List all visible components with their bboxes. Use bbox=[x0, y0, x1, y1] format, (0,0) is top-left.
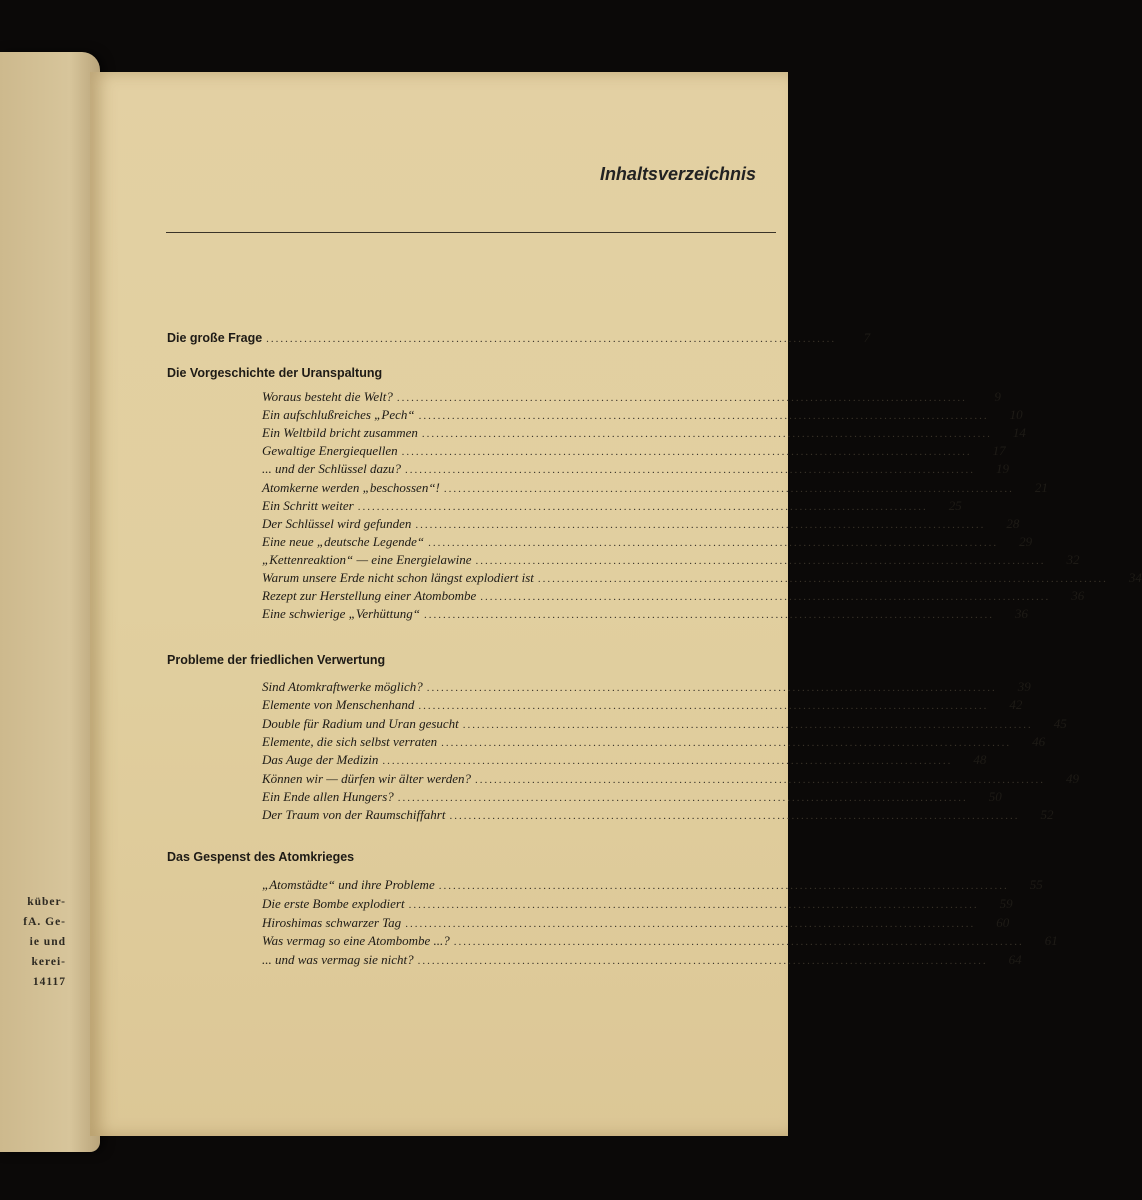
title-rule bbox=[166, 232, 776, 233]
toc-entry-page: 14 bbox=[1012, 425, 1026, 441]
leader-dots: ........................................................................................................................ bbox=[405, 917, 976, 930]
toc-entry-page: 42 bbox=[1009, 697, 1023, 713]
toc-entry-page: 45 bbox=[1053, 715, 1067, 731]
leader-dots: ........................................................................................................................ bbox=[417, 955, 988, 968]
leader-dots: ........................................................................................................................ bbox=[438, 880, 1009, 892]
toc-entry bbox=[262, 788, 1002, 805]
leader-dots: ........................................................................................................................ bbox=[441, 736, 1012, 749]
toc-entry-label: Die große Frage bbox=[167, 331, 263, 345]
toc-entry-label: „Kettenreaktion“ — eine Energielawine bbox=[262, 551, 472, 567]
left-page-edge-text bbox=[6, 892, 66, 992]
toc-entry bbox=[262, 533, 1033, 550]
toc-entry-page: 19 bbox=[996, 461, 1010, 477]
toc-entry-label: Eine schwierige „Verhüttung“ bbox=[262, 606, 420, 622]
toc-entry bbox=[262, 697, 1023, 713]
leader-dots: ........................................................................................................................ bbox=[475, 554, 1046, 567]
toc-entry-page: 60 bbox=[996, 914, 1010, 930]
toc-entry-label: Was vermag so eine Atombombe ...? bbox=[262, 933, 450, 949]
toc-entry-label: Hiroshimas schwarzer Tag bbox=[262, 914, 402, 930]
leader-dots: ........................................................................................................................ bbox=[397, 791, 968, 804]
toc-entry-label: Eine neue „deutsche Legende“ bbox=[262, 533, 425, 549]
edge-line: küber- bbox=[27, 896, 66, 908]
leader-dots: ........................................................................................................................ bbox=[480, 591, 1051, 604]
toc-entry-label: Das Auge der Medizin bbox=[262, 752, 379, 768]
left-page bbox=[0, 52, 100, 1152]
toc-entry-page: 32 bbox=[1066, 551, 1080, 567]
toc-entry-page: 46 bbox=[1032, 733, 1046, 749]
toc-entry bbox=[262, 807, 1054, 823]
toc-entry-page: 48 bbox=[973, 752, 987, 768]
leader-dots: ........................................................................................................................ bbox=[266, 333, 837, 345]
toc-entry bbox=[262, 679, 1031, 695]
toc-entry-page: 21 bbox=[1034, 479, 1048, 495]
toc-entry-page: 50 bbox=[988, 788, 1002, 804]
leader-dots: ........................................................................................................................ bbox=[408, 898, 979, 911]
leader-dots: ........................................................................................................................ bbox=[421, 428, 992, 441]
leader-dots: ........................................................................................................................ bbox=[428, 536, 999, 549]
toc-entry bbox=[262, 551, 1080, 568]
toc-entry-page: 29 bbox=[1019, 533, 1033, 549]
toc-entry-label: Die erste Bombe explodiert bbox=[262, 895, 405, 911]
leader-dots: ........................................................................................................................ bbox=[474, 773, 1045, 786]
toc-entry bbox=[262, 914, 1010, 931]
toc-entry-label: Ein Weltbild bricht zusammen bbox=[262, 425, 418, 441]
edge-line: 14117 bbox=[32, 976, 66, 988]
toc-entry-page: 34 bbox=[1128, 570, 1142, 585]
leader-dots: ........................................................................................................................ bbox=[443, 482, 1014, 495]
toc-entry bbox=[262, 407, 1023, 423]
toc-entry bbox=[262, 952, 1022, 968]
leader-dots: ........................................................................................................................ bbox=[382, 755, 953, 768]
toc-entry bbox=[262, 461, 1010, 477]
toc-entry bbox=[262, 715, 1067, 732]
leader-dots: ........................................................................................................................ bbox=[426, 682, 997, 694]
leader-dots: ........................................................................................................................ bbox=[453, 936, 1024, 949]
toc-entry-page: 28 bbox=[1006, 515, 1020, 531]
toc-entry-page: 61 bbox=[1044, 933, 1058, 949]
toc-entry bbox=[262, 733, 1046, 750]
toc-entry bbox=[262, 389, 1001, 405]
toc-entry-page: 9 bbox=[994, 389, 1001, 404]
toc-entry bbox=[262, 425, 1026, 441]
toc-entry-page: 59 bbox=[999, 895, 1013, 911]
section-heading: Probleme der friedlichen Verwertung bbox=[167, 653, 386, 667]
toc-entry-page: 52 bbox=[1040, 807, 1054, 823]
toc-entry bbox=[262, 933, 1058, 949]
leader-dots: ........................................................................................................................ bbox=[396, 392, 967, 404]
toc-entry-label: Rezept zur Herstellung einer Atombombe bbox=[262, 588, 477, 604]
toc-entry-label: ... und was vermag sie nicht? bbox=[262, 952, 414, 968]
toc-entry bbox=[262, 497, 962, 514]
edge-line: kerei- bbox=[31, 956, 66, 968]
toc-entry-page: 39 bbox=[1017, 679, 1031, 694]
toc-entry-label: Elemente, die sich selbst verraten bbox=[262, 733, 438, 749]
leader-dots: ........................................................................................................................ bbox=[415, 518, 986, 531]
toc-entry bbox=[262, 570, 1142, 586]
toc-entry-label: Double für Radium und Uran gesucht bbox=[262, 715, 459, 731]
leader-dots: ........................................................................................................................ bbox=[357, 500, 928, 513]
toc-entry bbox=[262, 606, 1028, 622]
toc-entry-page: 49 bbox=[1065, 770, 1079, 786]
toc-entry-page: 36 bbox=[1014, 606, 1028, 622]
toc-entry-label: Warum unsere Erde nicht schon längst explodiert ist bbox=[262, 570, 534, 585]
leader-dots: ........................................................................................................................ bbox=[405, 464, 976, 477]
toc-entry-page: 55 bbox=[1029, 877, 1043, 892]
leader-dots: ........................................................................................................................ bbox=[418, 410, 989, 423]
toc-entry bbox=[262, 877, 1043, 893]
toc-entry bbox=[262, 752, 987, 768]
toc-entry-label: Der Schlüssel wird gefunden bbox=[262, 515, 412, 531]
toc-entry-label: „Atomstädte“ und ihre Probleme bbox=[262, 877, 435, 892]
toc-entry-label: ... und der Schlüssel dazu? bbox=[262, 461, 402, 477]
toc-entry-label: Können wir — dürfen wir älter werden? bbox=[262, 770, 471, 786]
toc-entry bbox=[262, 479, 1048, 496]
toc-entry bbox=[262, 443, 1006, 459]
toc-entry-page: 17 bbox=[992, 443, 1006, 459]
toc-entry-label: Sind Atomkraftwerke möglich? bbox=[262, 679, 423, 694]
toc-entry-label: Der Traum von der Raumschiffahrt bbox=[262, 807, 446, 823]
leader-dots: ........................................................................................................................ bbox=[537, 573, 1108, 585]
toc-entry-page: 64 bbox=[1008, 952, 1022, 968]
toc-entry-label: Woraus besteht die Welt? bbox=[262, 389, 393, 404]
toc-entry-label: Elemente von Menschenhand bbox=[262, 697, 415, 713]
toc-entry bbox=[262, 515, 1020, 532]
toc-entry bbox=[262, 770, 1079, 787]
toc-entry-label: Ein Ende allen Hungers? bbox=[262, 788, 394, 804]
right-page bbox=[90, 72, 1142, 1136]
page-title: Inhaltsverzeichnis bbox=[599, 164, 756, 184]
leader-dots: ........................................................................................................................ bbox=[423, 609, 994, 622]
toc-entry bbox=[262, 588, 1085, 604]
leader-dots: ........................................................................................................................ bbox=[449, 810, 1020, 823]
toc-entry-page: 10 bbox=[1009, 407, 1023, 423]
toc-entry-page: 36 bbox=[1071, 588, 1085, 604]
leader-dots: ........................................................................................................................ bbox=[462, 718, 1033, 731]
toc-entry-page: 7 bbox=[863, 330, 871, 345]
toc-entry-page: 25 bbox=[948, 497, 962, 513]
toc-entry bbox=[262, 895, 1013, 912]
section-heading: Das Gespenst des Atomkrieges bbox=[167, 850, 355, 864]
toc-entry-label: Ein aufschlußreiches „Pech“ bbox=[262, 407, 415, 423]
toc-entry-label: Gewaltige Energiequellen bbox=[262, 443, 398, 459]
toc-entry-label: Ein Schritt weiter bbox=[262, 497, 354, 513]
edge-line: ie und bbox=[29, 936, 66, 948]
section-heading: Die Vorgeschichte der Uranspaltung bbox=[167, 366, 383, 380]
toc-entry-intro bbox=[167, 330, 871, 346]
leader-dots: ........................................................................................................................ bbox=[401, 446, 972, 459]
leader-dots: ........................................................................................................................ bbox=[418, 700, 989, 713]
edge-line: fA. Ge- bbox=[23, 916, 66, 928]
toc-entry-label: Atomkerne werden „beschossen“! bbox=[262, 479, 440, 495]
